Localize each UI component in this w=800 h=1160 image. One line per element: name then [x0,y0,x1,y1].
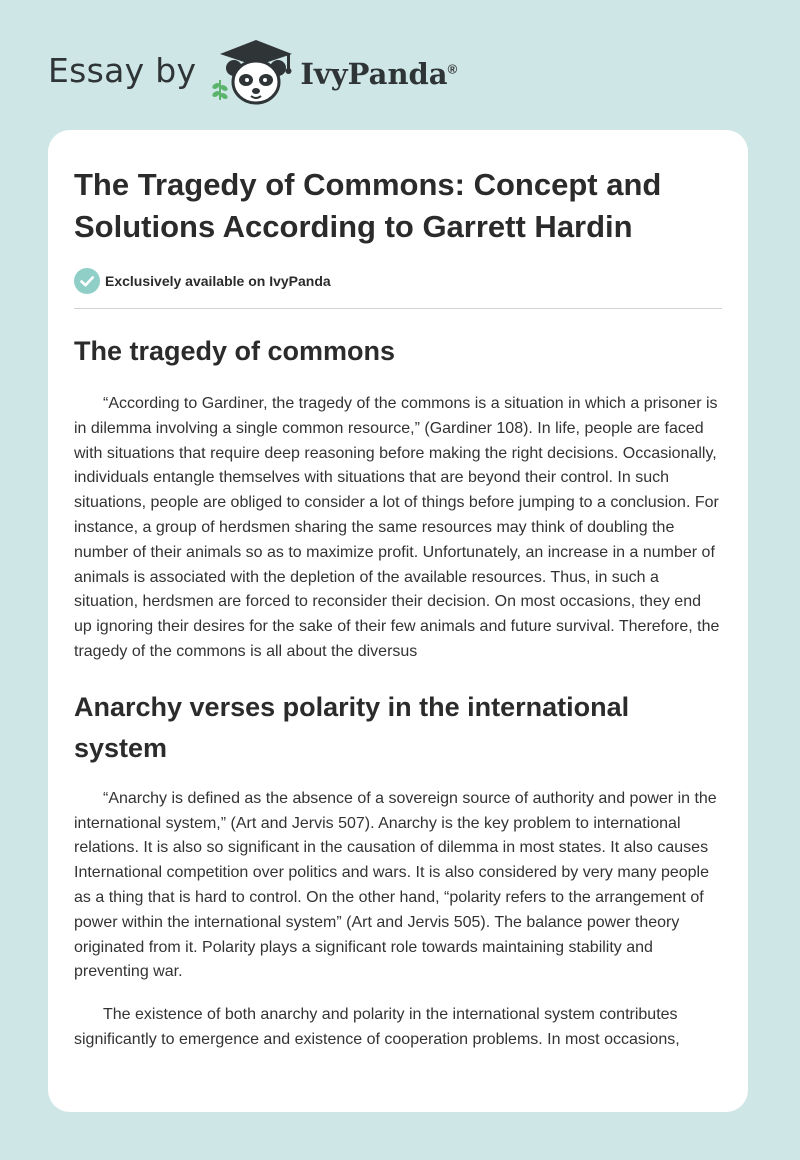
exclusive-badge-label: Exclusively available on IvyPanda [105,273,331,289]
essay-card [48,130,748,1112]
brand-name[interactable]: IvyPanda® [300,57,458,91]
registered-mark: ® [447,61,458,77]
panda-graduate-logo-icon[interactable] [210,36,298,108]
section-heading-tragedy: The tragedy of commons [74,336,396,366]
paragraph: “Anarchy is defined as the absence of a sovereign source of authority and power in the international system,” (Art and Jervis 507). Anarchy is the key problem to international relations. It is also so significant in the causation of dilemma in most states. It also causes International competition over politics and wars. It is also considered by very many people as a thing that is hard to control. On the other hand, “polarity refers to the arrangement of power within the international system” (Art and Jervis 505). The balance power theory originated from it. Polarity plays a significant role towards maintaining stability and preventing war. [74,789,717,981]
exclusive-badge [74,268,722,294]
section-heading-anarchy: Anarchy verses polarity in the international system [74,691,630,763]
brand-prefix: Essay by [48,50,197,90]
brand-header [48,36,457,108]
paragraph: “According to Gardiner, the tragedy of the commons is a situation in which a prisoner is in dilemma involving a single common resource,” (Gardiner 108). In life, people are faced with situations that require deep reasoning before making the right decisions. Occasionally, individuals entangle themselves with situations that are beyond their control. In such situations, people are obliged to consider a lot of things before jumping to a conclusion. For instance, a group of herdsmen sharing the same resources may think of doubling the number of their animals so as to maximize profit. Unfortunately, an increase in a number of animals is associated with the depletion of the available resources. Thus, in such a situation, herdsmen are forced to reconsider their decision. On most occasions, they end up ignoring their desires for the sake of their few animals and future survival. Therefore, the tragedy of the commons is all about the diversus [74,395,720,660]
paragraph: The existence of both anarchy and polarity in the international system contributes significantly to emergence and existence of cooperation problems. In most occasions, [74,1006,680,1048]
title-divider [74,308,722,309]
checkmark-badge-icon [74,268,100,294]
essay-title: The Tragedy of Commons: Concept and Solutions According to Garrett Hardin [74,167,662,244]
